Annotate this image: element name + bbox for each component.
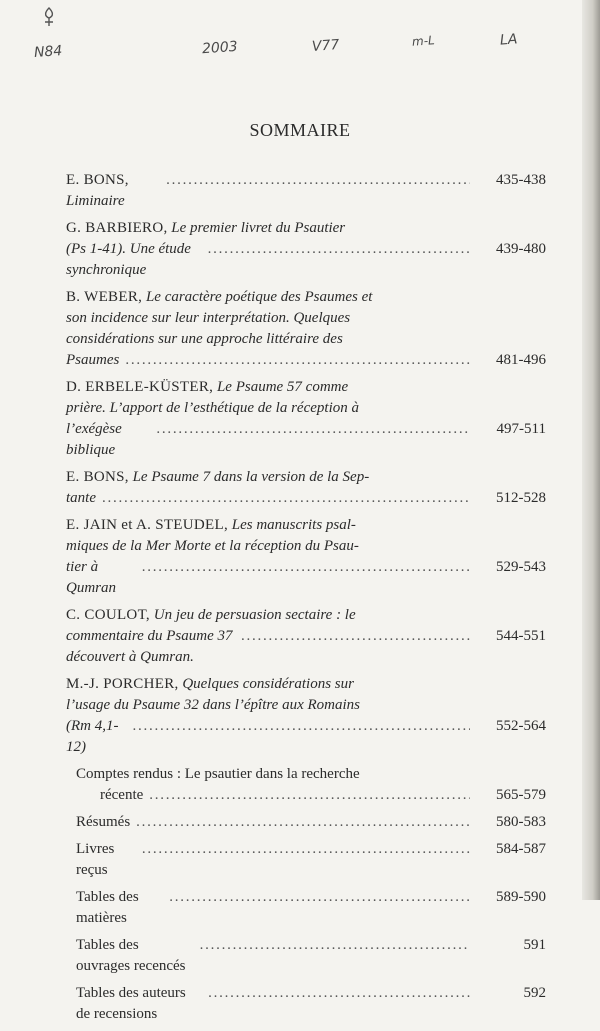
handwritten-notes (0, 30, 600, 70)
toc-entry-text (66, 515, 356, 536)
toc-entry-text (66, 329, 343, 350)
toc-entry[interactable] (76, 887, 546, 929)
entry-title-line: Tables des matières (76, 889, 139, 926)
toc-entry-text (66, 674, 354, 695)
toc-entry-text (66, 605, 356, 626)
leader-dots (142, 557, 470, 578)
entry-title-line: Tables des ouvrages recencés (76, 937, 186, 974)
entry-title-line: Résumés (76, 814, 131, 830)
entry-author: C. COULOT, (66, 607, 150, 623)
toc-entry-line (66, 170, 546, 212)
toc-entry-line (66, 467, 546, 488)
toc-entry-line (76, 935, 546, 977)
toc-entry-text (66, 695, 360, 716)
leader-dots (133, 716, 470, 737)
entry-pages: 481-496 (496, 352, 546, 368)
toc-entry[interactable] (66, 218, 546, 281)
entry-author: E. BONS, (66, 172, 129, 188)
toc-entry-line (66, 605, 546, 626)
entry-title-line: miques de la Mer Morte et la réception du Psau- (66, 538, 359, 554)
handwritten-note: m-L (411, 33, 436, 49)
leader-dots (149, 785, 470, 806)
entry-pages: 439-480 (496, 241, 546, 257)
entry-title-line: prière. L’apport de l’esthétique de la réception à (66, 400, 359, 416)
toc-entry[interactable] (76, 839, 546, 881)
entry-title-line: Comptes rendus : Le psautier dans la recherche (76, 766, 360, 782)
toc-entry-text (66, 626, 235, 668)
toc-entry-line (76, 839, 546, 881)
toc-entry-text (66, 308, 350, 329)
entry-author: G. BARBIERO, (66, 220, 168, 236)
leader-dots (241, 626, 470, 647)
entry-title-line: Un jeu de persuasion sectaire : le (153, 607, 356, 623)
toc-entry-text (66, 377, 348, 398)
toc-entry[interactable] (66, 674, 546, 758)
handwritten-note: 2003 (201, 38, 239, 58)
leader-dots (169, 887, 470, 908)
entry-pages: 512-528 (496, 490, 546, 506)
leader-dots (166, 170, 470, 191)
table-of-contents (66, 170, 546, 1031)
entry-pages: 552-564 (496, 718, 546, 734)
leader-dots (200, 935, 470, 956)
leader-dots (208, 239, 470, 260)
entry-pages: 529-543 (496, 559, 546, 575)
entry-author: E. JAIN et A. STEUDEL, (66, 517, 228, 533)
toc-entry-text (66, 398, 359, 419)
entry-author: E. BONS, (66, 469, 129, 485)
entry-author: M.-J. PORCHER, (66, 676, 179, 692)
toc-entry-line (66, 488, 546, 509)
toc-entry-line (66, 674, 546, 695)
entry-title-line: Le Psaume 7 dans la version de la Sep- (132, 469, 370, 485)
entry-title-line: son incidence sur leur interprétation. Quelques (66, 310, 351, 326)
toc-entry[interactable] (76, 935, 546, 977)
toc-entry-line (66, 515, 546, 536)
toc-entry-text (66, 488, 96, 509)
leader-dots (136, 812, 470, 833)
toc-entry-line (76, 764, 546, 785)
entry-title-line: Livres reçus (76, 841, 115, 878)
toc-entry-line (66, 308, 546, 329)
toc-entry-line (66, 626, 546, 668)
entry-pages: 589-590 (496, 889, 546, 905)
entry-pages: 584-587 (496, 841, 546, 857)
toc-entry[interactable] (76, 812, 546, 833)
toc-entry-text (66, 467, 369, 488)
entry-title-line: tier à Qumran (66, 559, 117, 596)
toc-entry-line (66, 398, 546, 419)
toc-entry-text (66, 536, 359, 557)
toc-entry-text (66, 239, 202, 281)
entry-title-line: Quelques considérations sur (182, 676, 354, 692)
entry-pages: 592 (523, 985, 546, 1001)
leader-dots (125, 350, 470, 371)
entry-title-line: considérations sur une approche littéraire des (66, 331, 343, 347)
entry-title-line: Le Psaume 57 comme (216, 379, 349, 395)
toc-entry[interactable] (66, 170, 546, 212)
page-title: SOMMAIRE (249, 120, 351, 140)
library-stamp-icon (40, 6, 58, 28)
toc-entry-line (76, 812, 546, 833)
entry-title-line: récente (100, 787, 144, 803)
toc-entry-line (66, 557, 546, 599)
toc-entry-text (66, 287, 372, 308)
toc-entry-line (76, 983, 546, 1025)
leader-dots (156, 419, 470, 440)
handwritten-note: V77 (311, 37, 340, 55)
toc-entry-line (66, 218, 546, 239)
toc-entry[interactable] (66, 515, 546, 599)
leader-dots (142, 839, 470, 860)
entry-pages: 580-583 (496, 814, 546, 830)
entry-title-line: Les manuscrits psal- (231, 517, 356, 533)
entry-pages: 497-511 (496, 421, 546, 437)
entry-title-line: l’exégèse biblique (66, 421, 122, 458)
toc-entry-text (66, 557, 136, 599)
entry-title-line: l’usage du Psaume 32 dans l’épître aux Romains (66, 697, 360, 713)
toc-entry-line (66, 350, 546, 371)
leader-dots (208, 983, 470, 1004)
toc-entry-text (66, 419, 150, 461)
toc-entry-line (66, 419, 546, 461)
toc-entry[interactable] (66, 377, 546, 461)
entry-pages: 565-579 (496, 787, 546, 803)
toc-entry[interactable] (66, 467, 546, 509)
toc-entry-line (66, 287, 546, 308)
toc-entry-line (66, 329, 546, 350)
entry-title-line: Le caractère poétique des Psaumes et (145, 289, 373, 305)
toc-entry[interactable] (76, 983, 546, 1025)
toc-entry-text (66, 218, 345, 239)
entry-pages: 544-551 (496, 628, 546, 644)
toc-entry-line (66, 695, 546, 716)
entry-title-line: Tables des auteurs de recensions (76, 985, 186, 1022)
toc-entry[interactable] (66, 287, 546, 371)
toc-entry-text (66, 716, 127, 758)
entry-author: B. WEBER, (66, 289, 143, 305)
entry-title-line: Psaumes (66, 352, 120, 368)
leader-dots (102, 488, 470, 509)
toc-entry[interactable] (76, 764, 546, 806)
entry-title-line: (Rm 4,1-12) (66, 718, 119, 755)
toc-entry-line (66, 716, 546, 758)
handwritten-note: N84 (33, 43, 63, 61)
toc-entry-line (66, 536, 546, 557)
entry-title-line: (Ps 1-41). Une étude synchronique (66, 241, 191, 278)
entry-title-line: Le premier livret du Psautier (171, 220, 346, 236)
entry-title-line: Liminaire (66, 193, 125, 209)
toc-entry[interactable] (66, 605, 546, 668)
entry-title-line: commentaire du Psaume 37 découvert à Qumran. (66, 628, 233, 665)
handwritten-note: LA (499, 31, 518, 49)
toc-entry-line (66, 239, 546, 281)
toc-entry-text (66, 350, 119, 371)
entry-author: D. ERBELE-KÜSTER, (66, 379, 214, 395)
toc-entry-line (76, 785, 546, 806)
entry-pages: 435-438 (496, 172, 546, 188)
toc-entry-line (66, 377, 546, 398)
entry-title-line: tante (66, 490, 96, 506)
toc-entry-line (76, 887, 546, 929)
entry-pages: 591 (523, 937, 546, 953)
toc-entry-text (66, 170, 160, 212)
